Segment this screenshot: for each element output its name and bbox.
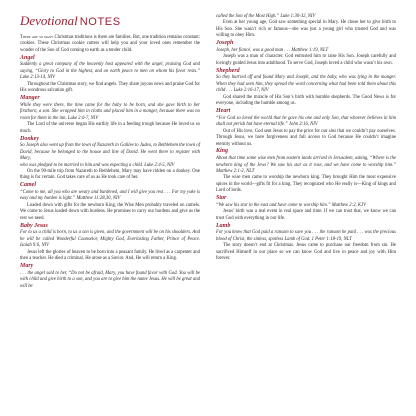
text-mary: Even at her young age, God saw something special in Mary. He chose her to give birth to His Son. She wasn’t rich or famous—she was just a young girl who trusted God and was willing to obey Him. <box>216 20 396 39</box>
word-joseph: Joseph <box>216 40 234 47</box>
text-manger: The Lord of the universe began His earthly life in a feeding trough because He loved us so much. <box>20 122 200 134</box>
verse-baby-jesus: For to us a child is born, to us a son is given, and the government will be on his shoulders. And he will be called Wonderful Counselor, Mighty God, Everlasting Father, Prince of Peace. Isaiah 9:6, NIV <box>20 230 200 249</box>
ref-angel: Luke 2:13-14, NIV <box>20 75 56 81</box>
text-star: Jesus’ birth was a real event in real space and time. If we can trust that, we know we can trust God with everything in our life. <box>216 209 396 221</box>
ref-shepherd: Luke 2:16-17, NIV <box>233 88 269 94</box>
word-heart: Heart <box>216 108 231 115</box>
verse-camel: “Come to me, all you who are weary and burdened, and I will give you rest . . . For my yoke is easy and my burden is light.” Matthew 11:28,30, NIV <box>20 189 200 202</box>
verse-donkey-2: who was pledged to be married to him and was expecting a child. Luke 2:4-5, NIV <box>20 162 175 168</box>
verse-donkey-1: So Joseph also went up from the town of Nazareth in Galilee to Judea, to Bethlehem the town of David, because he belonged to the house and line of David. He went there to register with Mary, <box>20 143 200 162</box>
right-column <box>216 14 396 263</box>
ref-joseph: Matthew 1:19, NLT <box>291 47 329 53</box>
ref-manger: Luke 2:6-7, NIV <box>67 115 99 121</box>
text-joseph: Joseph was a man of character. God entrusted him to raise His Son. Joseph carefully and lovingly guided Jesus into adulthood. To serve God, Joseph loved a child who wasn’t his own. <box>216 54 396 66</box>
verse-mary: . . . the angel said to her, “Do not be afraid, Mary, you have found favor with God. You will be with child and give birth to a son, and you are to give him the name Jesus. He will be great and will be <box>20 270 200 289</box>
verse-mary-cont: called the Son of the Most High.” Luke 1:30-32, NIV <box>216 14 316 19</box>
verse-star: “We saw his star in the east and have come to worship him.” Matthew 2:2, KJV <box>216 202 366 208</box>
text-lamb: The story doesn’t end at Christmas. Jesus came to purchase our freedom from sin. He sacrificed Himself in our place so we can know God and live in peace and joy with Him forever. <box>216 243 396 262</box>
verse-lamb: For you know that God paid a ransom to save you . . . the ransom he paid . . . was the precious blood of Christ, the sinless, spotless Lamb of God. 1 Peter 1:18-19, NLT <box>216 230 396 242</box>
text-shepherd: God shared the miracle of His Son’s birth with humble shepherds. The Good News is for everyone, including the humble among us. <box>216 94 396 107</box>
verse-manger: While they were there, the time came for the baby to be born, and she gave birth to her firstborn, a son. She wrapped him in cloths and placed him in a manger, because there was no room for them in the inn. Luke 2:6-7, NIV <box>20 102 200 121</box>
left-column <box>20 14 200 290</box>
text-camel: Loaded down with gifts for the newborn King, the Wise Men probably traveled on camels. We come to Jesus loaded down with burdens. He promises to carry our burdens and give us the rest we need. <box>20 202 200 221</box>
ref-baby-jesus: Isaiah 9:6, NIV <box>20 243 50 249</box>
word-angel: Angel <box>20 54 35 61</box>
word-donkey: Donkey <box>20 135 39 142</box>
ref-donkey: Luke 2:4-5, NIV <box>144 162 175 168</box>
verse-angel: Suddenly a great company of the heavenly host appeared with the angel, praising God and saying, “Glory to God in the highest, and on earth peace to men on whom his favor rests.” Luke 2:13-14, NIV <box>20 62 200 81</box>
page-title <box>20 14 200 32</box>
title-script: Devotional <box>20 13 78 28</box>
word-lamb: Lamb <box>216 222 231 229</box>
ref-mary: Luke 1:30-32, NIV <box>280 14 316 19</box>
word-camel: Camel <box>20 182 36 189</box>
text-heart: Out of His love, God sent Jesus to pay the price for our sins that we couldn’t pay ourselves. Through Jesus, we have forgiveness and full access to God because He couldn’t imagine eternity without us. <box>216 128 396 147</box>
word-manger: Manger <box>20 95 40 102</box>
text-donkey: On the 90-mile trip from Nazareth to Bethlehem, Mary may have ridden on a donkey. One thing is for certain. God takes care of us as He took care of her. <box>20 168 200 181</box>
devotional-notes-page <box>20 14 396 410</box>
intro-paragraph <box>20 35 200 54</box>
text-king: The wise men came to worship the newborn king. They brought Him the most expensive spices in the world—gifts fit for a king. They recognized who He really is—King of kings and Lord of lords. <box>216 175 396 194</box>
verse-shepherd: So they hurried off and found Mary and Joseph, and the baby, who was lying in the manger. When they had seen him, they spread the word concerning what had been told them about this child . . . Luke 2:16-17, NIV <box>216 75 396 94</box>
verse-king: About that time some wise men from eastern lands arrived in Jerusalem, asking, “Where is the newborn king of the Jews? We saw his star as it rose, and we have come to worship him.” Matthew 2:1-2, NLT <box>216 156 396 174</box>
text-baby-jesus: Jesus left the glories of heaven to be born into a peasant family. He lived as a carpenter and then a teacher. He died a criminal. He arose as a Savior. And, He will return a King. <box>20 249 200 262</box>
word-king: King <box>216 148 229 155</box>
word-star: Star <box>216 195 227 202</box>
word-mary: Mary <box>20 263 34 270</box>
text-angel: Throughout the Christmas story, we find angels. They share joyous news and praise God for His wondrous salvation gift. <box>20 81 200 94</box>
verse-joseph: Joseph, her fiancé, was a good man . . . Matthew 1:19, NLT <box>216 47 329 53</box>
ref-heart: John 3:16, NIV <box>288 122 318 128</box>
intro-text: Christmas traditions is there are families. But, one tradition remains constant: cookies. These Christmas cookie cutters will help you and your loved ones remember the wonder of the Son of God coming to earth as a tender child. <box>20 35 201 53</box>
ref-star: Matthew 2:2, KJV <box>331 202 366 208</box>
ref-lamb: 1 Peter 1:18-19, NLT <box>311 236 352 242</box>
ref-king: Matthew 2:1-2, NLT <box>216 168 255 174</box>
title-caps: NOTES <box>79 16 121 28</box>
verse-heart: “For God so loved the world that he gave his one and only Son, that whoever believes in him shall not perish but have eternal life.” John 3:16, NIV <box>216 115 396 128</box>
ref-camel: Matthew 11:28,30, NIV <box>76 196 121 202</box>
word-baby-jesus: Baby Jesus <box>20 222 48 229</box>
word-shepherd: Shepherd <box>216 67 240 74</box>
intro-lead: There are so many <box>20 35 54 40</box>
